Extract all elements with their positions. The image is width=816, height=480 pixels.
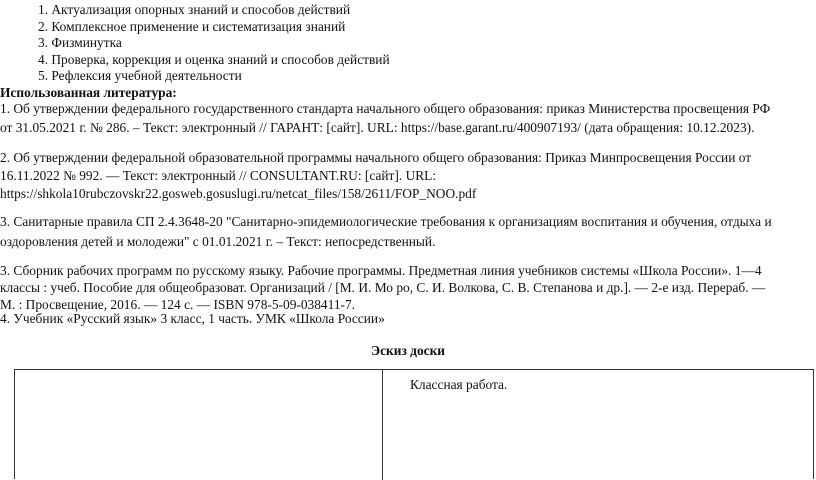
reference-4-line-2: классы : учеб. Пособие для общеобразоват. Организаций / [М. И. Мо ро, С. И. Волкова, С. В. Степанова и др.]. — 2-е изд. Перераб. —	[0, 280, 766, 295]
list-item: 3. Физминутка	[38, 35, 122, 50]
literature-heading: Использованная литература:	[0, 85, 177, 100]
list-item: 2. Комплексное применение и систематизация знаний	[38, 18, 346, 34]
lesson-stages-list	[38, 2, 390, 85]
reference-4-line-1: 3. Сборник рабочих программ по русскому языку. Рабочие программы. Предметная линия учебников системы «Школа России». 1—4	[0, 263, 762, 278]
board-caption: Классная работа.	[410, 377, 508, 392]
reference-1-line-1: 1. Об утверждении федерального государственного стандарта начального общего образования: приказ Министерства просвещения РФ	[0, 101, 771, 116]
reference-5-line-1: 4. Учебник «Русский язык» 3 класс, 1 часть. УМК «Школа России»	[0, 311, 385, 326]
list-item: 1. Актуализация опорных знаний и способов действий	[38, 2, 351, 17]
reference-3-line-1: 3. Санитарные правила СП 2.4.3648-20 "Санитарно-эпидемиологические требования к организациям воспитания и обучения, отдыха и	[0, 214, 772, 229]
reference-1-line-2: от 31.05.2021 г. № 286. – Текст: электронный // ГАРАНТ: [сайт]. URL: https://base.garant.ru/400907193/ (дата обращения: 10.12.2023).	[0, 120, 755, 135]
reference-2-line-2: 16.11.2022 № 992. — Текст: электронный // CONSULTANT.RU: [сайт]. URL:	[0, 168, 437, 183]
reference-2-line-3: https://shkola10rubczovskr22.gosweb.gosuslugi.ru/netcat_files/158/2611/FOP_NOO.pdf	[0, 186, 477, 201]
list-item: 4. Проверка, коррекция и оценка знаний и способов действий	[38, 51, 390, 67]
table-column-divider	[382, 370, 383, 480]
board-sketch-title: Эскиз доски	[370, 343, 446, 358]
list-item: 5. Рефлексия учебной деятельности	[38, 68, 242, 83]
reference-3-line-2: оздоровления детей и молодежи" с 01.01.2021 г. – Текст: непосредственный.	[0, 234, 436, 249]
reference-2-line-1: 2. Об утверждении федеральной образовательной программы начального общего образования: Приказ Минпросвещения России от	[0, 150, 752, 165]
board-sketch-table	[14, 369, 814, 479]
reference-4-line-3: М. : Просвещение, 2016. — 124 с. — ISBN 978-5-09-038411-7.	[0, 297, 356, 312]
